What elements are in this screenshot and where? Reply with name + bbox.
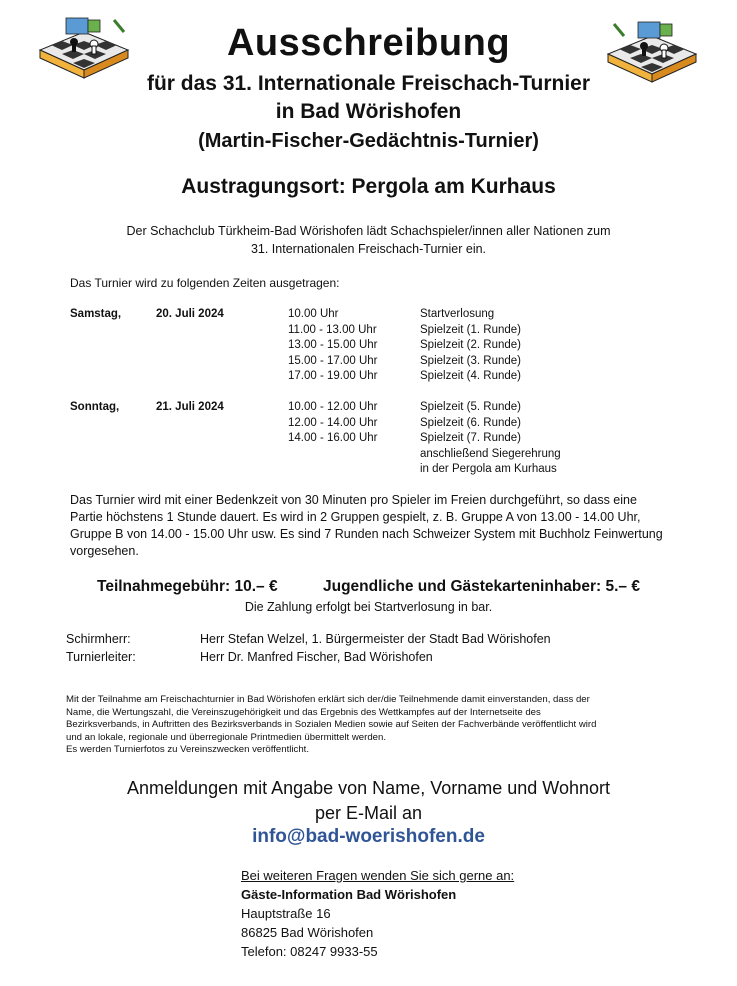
- schedule-event: Spielzeit (6. Runde): [420, 416, 521, 429]
- fees: [0, 578, 737, 600]
- schedule-time: 10.00 Uhr: [288, 308, 339, 320]
- patron-label: Schirmherr:: [66, 632, 131, 646]
- schedule-intro: Das Turnier wird zu folgenden Zeiten ausgetragen:: [70, 276, 340, 290]
- registration-line-2: per E-Mail an: [314, 803, 423, 823]
- schedule-event: Spielzeit (1. Runde): [420, 323, 521, 336]
- legal-line-4: und an lokale, regionale und überregionale Printmedien übermittelt werden.: [66, 731, 386, 743]
- schedule-event: Spielzeit (3. Runde): [420, 354, 521, 367]
- schedule-extra-1: anschließend Siegerehrung: [420, 447, 561, 460]
- legal-line-1: Mit der Teilnahme am Freischachturnier in Bad Wörishofen erklärt sich der/die Teilnehmende damit einverstanden, dass der: [66, 694, 590, 705]
- venue-heading: Austragungsort: Pergola am Kurhaus: [181, 175, 556, 198]
- description-line-1: Das Turnier wird mit einer Bedenkzeit von 30 Minuten pro Spieler im Freien durchgeführt, so dass eine: [70, 493, 637, 507]
- subtitle-line-1: für das 31. Internationale Freischach-Turnier: [146, 72, 591, 95]
- contact-intro: Bei weiteren Fragen wenden Sie sich gerne an:: [241, 868, 515, 883]
- patron-value: Herr Stefan Welzel, 1. Bürgermeister der Stadt Bad Wörishofen: [200, 632, 551, 646]
- payment-note: Die Zahlung erfolgt bei Startverlosung in bar.: [244, 600, 493, 614]
- director-label: Turnierleiter:: [66, 650, 136, 664]
- schedule-event: Spielzeit (5. Runde): [420, 401, 521, 413]
- schedule-event: Spielzeit (2. Runde): [420, 339, 521, 351]
- legal-line-2: Name, die Wertungszahl, die Vereinszugehörigkeit und das Ergebnis des Wettkampfes auf der Internetseite des: [66, 706, 541, 718]
- schedule-extra-2: in der Pergola am Kurhaus: [420, 463, 557, 475]
- schedule-time: 13.00 - 15.00 Uhr: [288, 339, 378, 351]
- director-value: Herr Dr. Manfred Fischer, Bad Wörishofen: [200, 650, 433, 664]
- contact-city: 86825 Bad Wörishofen: [241, 925, 374, 940]
- sunday-date: 21. Juli 2024: [156, 401, 224, 413]
- saturday-date: 20. Juli 2024: [156, 308, 224, 320]
- schedule-time: 10.00 - 12.00 Uhr: [288, 401, 378, 413]
- schedule-time: 11.00 - 13.00 Uhr: [288, 323, 377, 336]
- schedule-event: Spielzeit (7. Runde): [420, 432, 521, 444]
- subtitle-line-2: in Bad Wörishofen: [275, 100, 462, 123]
- contact-org: Gäste-Information Bad Wörishofen: [241, 887, 457, 902]
- intro-text: [0, 222, 737, 258]
- legal-line-3: Bezirksverbands, in Auftritten des Bezirksverbands in Sozialen Medien sowie auf Seiten der Fachverbände veröffentlicht wird: [66, 719, 597, 731]
- legal-line-5: Es werden Turnierfotos zu Vereinszwecken veröffentlicht.: [66, 744, 309, 756]
- schedule-time: 15.00 - 17.00 Uhr: [288, 354, 378, 367]
- sunday-day: Sonntag,: [70, 401, 120, 413]
- description: [70, 492, 680, 560]
- contact-street: Hauptstraße 16: [241, 906, 331, 921]
- description-line-3: Gruppe B von 14.00 - 15.00 Uhr usw. Es sind 7 Runden nach Schweizer System mit Buchholz Feinwertung: [70, 527, 663, 541]
- saturday-day: Samstag,: [70, 308, 122, 320]
- intro-line-1: Der Schachclub Türkheim-Bad Wörishofen lädt Schachspieler/innen aller Nationen zum: [126, 224, 611, 238]
- contact-block: [241, 866, 514, 961]
- schedule-time: 14.00 - 16.00 Uhr: [288, 432, 378, 444]
- legal-notice: [66, 694, 678, 757]
- schedule-time: 17.00 - 19.00 Uhr: [288, 370, 378, 382]
- registration-email-link[interactable]: info@bad-woerishofen.de: [252, 826, 485, 847]
- subtitle-line-3: (Martin-Fischer-Gedächtnis-Turnier): [198, 130, 539, 152]
- registration: [0, 776, 737, 826]
- contact-phone: Telefon: 08247 9933-55: [241, 944, 378, 959]
- fee-regular: Teilnahmegebühr: 10.– €: [97, 578, 278, 595]
- description-line-2: Partie höchstens 1 Stunde dauert. Es wird in 2 Gruppen gespielt, z. B. Gruppe A von 13.00 - 14.00 Uhr,: [70, 510, 641, 524]
- registration-line-1: Anmeldungen mit Angabe von Name, Vorname und Wohnort: [127, 778, 610, 798]
- schedule-event: Startverlosung: [420, 308, 495, 320]
- schedule-event: Spielzeit (4. Runde): [420, 370, 521, 382]
- description-line-4: vorgesehen.: [70, 544, 139, 558]
- page-title: Ausschreibung: [226, 22, 511, 64]
- fee-reduced: Jugendliche und Gästekarteninhaber: 5.– €: [323, 578, 640, 595]
- schedule-time: 12.00 - 14.00 Uhr: [288, 416, 378, 429]
- intro-line-2: 31. Internationalen Freischach-Turnier ein.: [250, 242, 487, 256]
